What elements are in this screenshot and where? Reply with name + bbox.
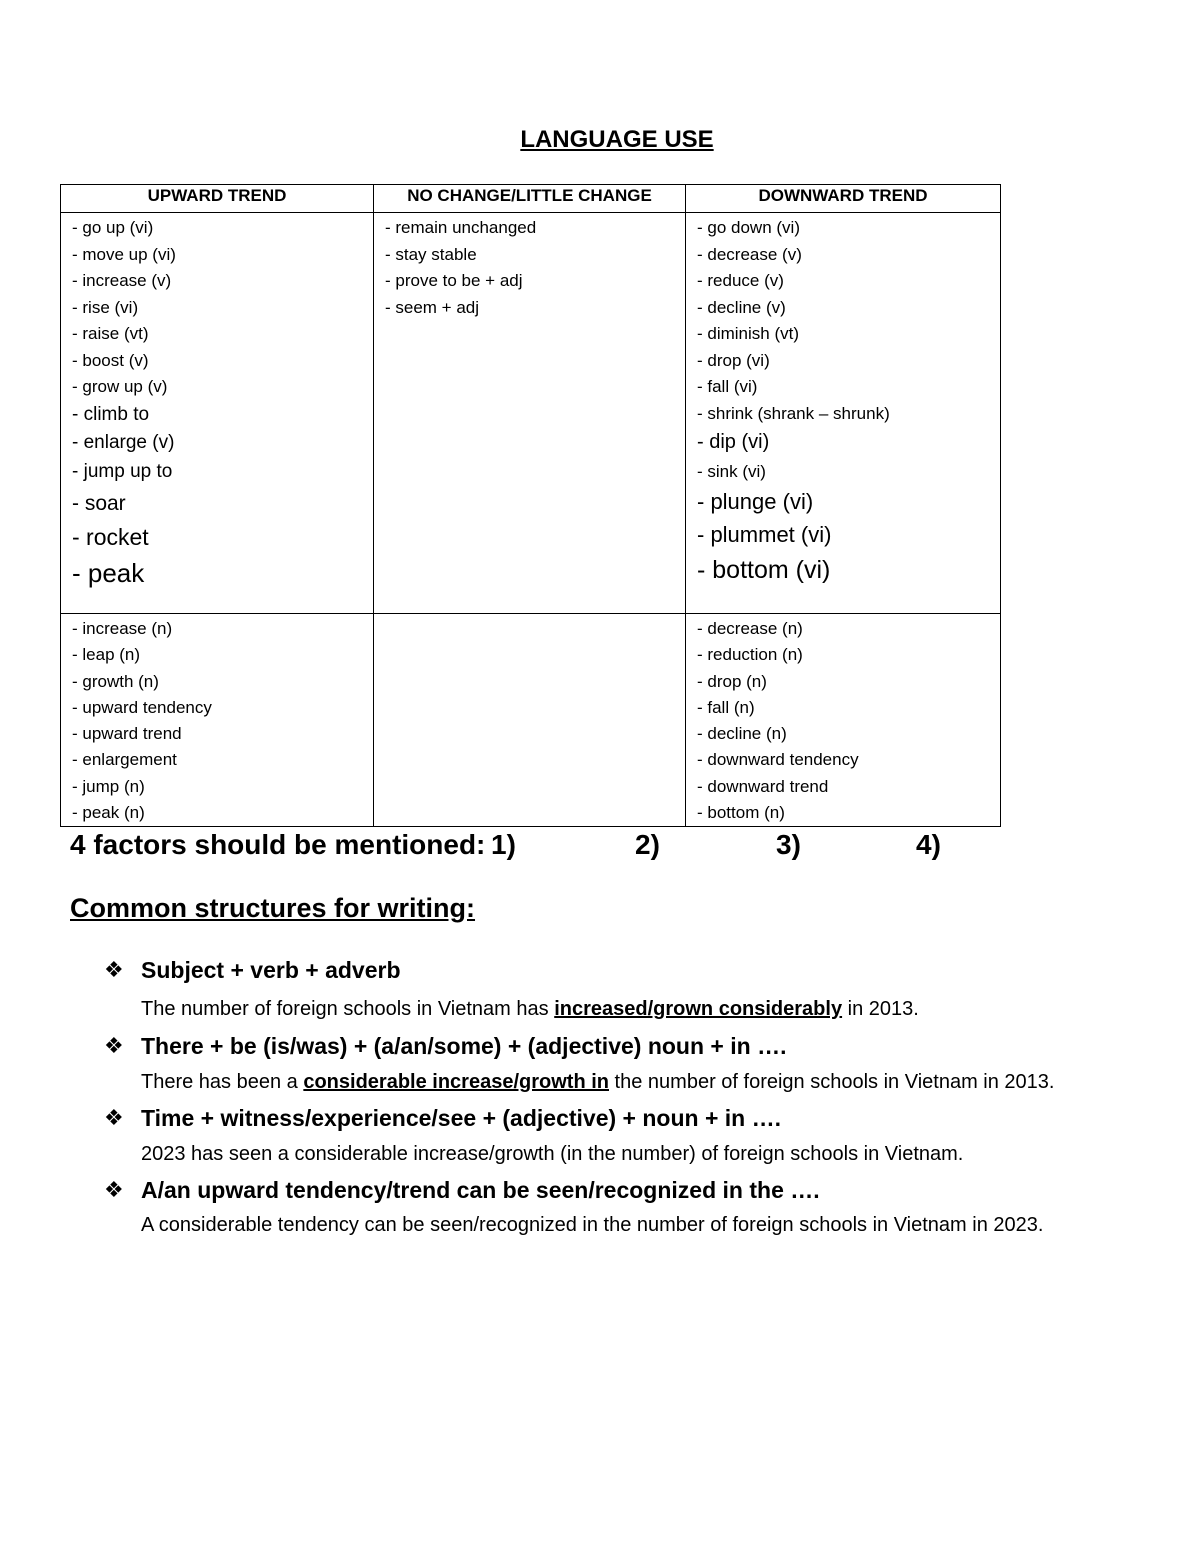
list-item: - go up (vi) <box>72 218 154 237</box>
list-item: - jump up to <box>72 460 173 482</box>
list-item: - stay stable <box>385 244 477 264</box>
example-text: in 2013. <box>842 998 919 1020</box>
list-item: - downward trend <box>697 776 829 796</box>
downward-nouns-cell <box>686 614 1001 827</box>
factor-1: 1) <box>491 829 516 860</box>
structure-example <box>141 998 919 1021</box>
header-no-change: NO CHANGE/LITTLE CHANGE <box>374 185 686 213</box>
list-item: - enlarge (v) <box>72 431 175 453</box>
example-text: the number of foreign schools in Vietnam in 2013. <box>609 1071 1055 1093</box>
verbs-row <box>61 213 1001 614</box>
list-item: - drop (n) <box>697 671 767 691</box>
list-item: - grow up (v) <box>72 377 168 396</box>
list-item: - drop (vi) <box>697 350 770 370</box>
page-title: LANGUAGE USE <box>520 126 714 153</box>
list-item: - increase (v) <box>72 271 172 290</box>
list-item: - plunge (vi) <box>697 489 814 514</box>
downward-verbs-cell <box>686 213 1001 614</box>
structure-pattern: Time + witness/experience/see + (adjective) + noun + in …. <box>141 1105 782 1131</box>
structure-example <box>141 1214 1043 1237</box>
example-text: The number of foreign schools in Vietnam has <box>141 998 555 1020</box>
list-item: - diminish (vt) <box>697 324 800 343</box>
list-item: - increase (n) <box>72 619 173 638</box>
example-text: 2023 has seen a considerable increase/growth (in the number) of foreign schools in Vietnam. <box>141 1143 964 1165</box>
list-item: - downward tendency <box>697 750 859 770</box>
diamond-bullet-icon: ❖ <box>104 1105 124 1130</box>
list-item: - decrease (n) <box>697 619 803 638</box>
no-change-verbs-cell <box>374 213 686 614</box>
structure-pattern: Subject + verb + adverb <box>141 957 401 983</box>
header-upward-trend: UPWARD TREND <box>61 185 374 213</box>
header-downward-trend: DOWNWARD TREND <box>686 185 1001 213</box>
no-change-nouns-cell <box>374 614 686 827</box>
table-header-row <box>61 185 1001 213</box>
list-item: - rocket <box>72 523 149 550</box>
structure-pattern: A/an upward tendency/trend can be seen/recognized in the …. <box>141 1177 820 1203</box>
list-item: - peak (n) <box>72 803 145 823</box>
list-item: - bottom (vi) <box>697 556 831 584</box>
list-item: - climb to <box>72 403 150 425</box>
vocabulary-table <box>60 184 1001 827</box>
list-item: - upward tendency <box>72 697 212 717</box>
factor-4: 4) <box>916 829 941 860</box>
factor-3: 3) <box>776 829 801 860</box>
structures-heading: Common structures for writing: <box>70 893 476 923</box>
list-item: - growth (n) <box>72 671 159 691</box>
list-item: - shrink (shrank – shrunk) <box>697 403 890 423</box>
list-item: - raise (vt) <box>72 324 149 343</box>
list-item: - peak <box>72 557 145 588</box>
list-item: - enlargement <box>72 750 177 770</box>
list-item: - rise (vi) <box>72 297 139 317</box>
list-item: - jump (n) <box>72 776 145 796</box>
upward-verbs-cell <box>61 213 374 614</box>
list-item: - bottom (n) <box>697 803 785 823</box>
example-emphasis: increased/grown considerably <box>554 998 843 1020</box>
list-item: - prove to be + adj <box>385 271 523 290</box>
list-item: - fall (n) <box>697 697 755 717</box>
list-item: - leap (n) <box>72 645 141 665</box>
diamond-bullet-icon: ❖ <box>104 1033 124 1058</box>
structure-pattern: There + be (is/was) + (a/an/some) + (adjective) noun + in …. <box>141 1033 787 1059</box>
example-text: A considerable tendency can be seen/recognized in the number of foreign schools in Vietnam in 2023. <box>141 1214 1044 1236</box>
list-item: - decline (n) <box>697 724 787 744</box>
list-item: - soar <box>72 491 126 515</box>
list-item: - dip (vi) <box>697 431 770 453</box>
list-item: - reduce (v) <box>697 271 784 290</box>
list-item: - go down (vi) <box>697 218 800 237</box>
structure-example <box>141 1071 1054 1094</box>
list-item: - decrease (v) <box>697 244 802 264</box>
list-item: - decline (v) <box>697 297 786 317</box>
nouns-row <box>61 614 1001 827</box>
list-item: - remain unchanged <box>385 218 537 237</box>
list-item: - sink (vi) <box>697 462 766 481</box>
list-item: - upward trend <box>72 724 182 744</box>
diamond-bullet-icon: ❖ <box>104 957 124 982</box>
structure-example <box>141 1143 963 1166</box>
example-emphasis: considerable increase/growth in <box>303 1071 609 1093</box>
diamond-bullet-icon: ❖ <box>104 1177 124 1202</box>
list-item: - plummet (vi) <box>697 522 832 547</box>
factor-2: 2) <box>635 829 660 860</box>
factors-label: 4 factors should be mentioned: <box>70 829 486 860</box>
list-item: - boost (v) <box>72 350 149 370</box>
list-item: - move up (vi) <box>72 244 176 264</box>
upward-nouns-cell <box>61 614 374 827</box>
list-item: - fall (vi) <box>697 377 758 396</box>
list-item: - reduction (n) <box>697 645 803 665</box>
example-text: There has been a <box>141 1071 304 1093</box>
list-item: - seem + adj <box>385 297 480 317</box>
